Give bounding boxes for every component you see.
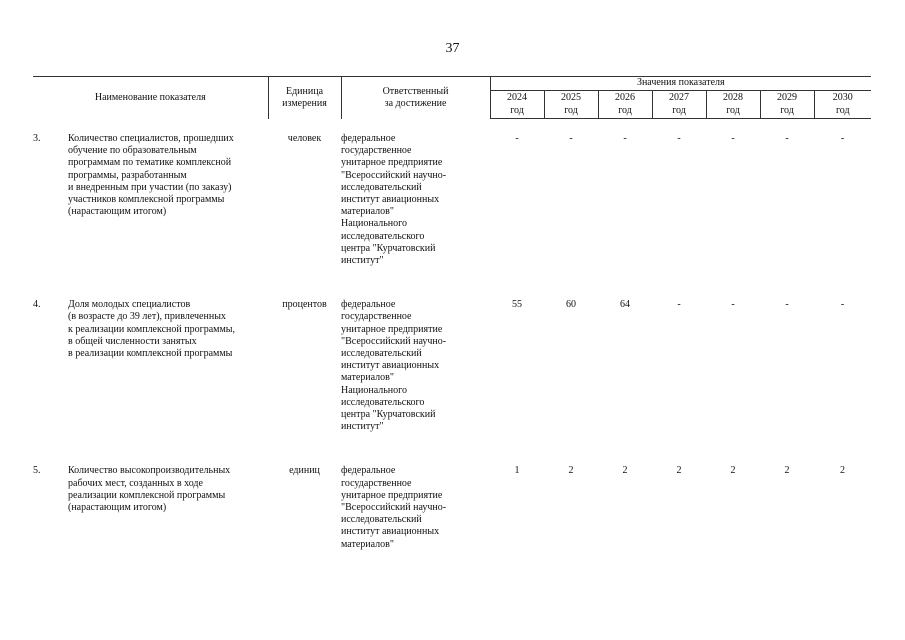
indicator-name-line: (в возрасте до 39 лет), привлеченных: [68, 311, 226, 323]
value-cell: 64: [620, 299, 631, 311]
indicator-name-line: и внедренным при участии (по заказу): [68, 181, 232, 193]
value-cell: -: [840, 299, 845, 311]
indicator-name-line: программам по тематике комплексной: [68, 157, 232, 169]
unit-of-measure: процентов: [282, 299, 327, 311]
responsible-line: материалов": [341, 372, 394, 384]
table-row: [33, 299, 871, 465]
indicator-name-line: (нарастающим итогом): [68, 502, 167, 514]
indicator-name: [68, 299, 268, 465]
unit-of-measure: единиц: [289, 465, 320, 477]
year-suffix: год: [564, 104, 578, 116]
header-year-6: [814, 91, 871, 119]
value-cell: 60: [566, 299, 577, 311]
indicator-name-line: Количество специалистов, прошедших: [68, 133, 234, 144]
year-label: 2024: [507, 92, 528, 103]
responsible-line: федеральное: [341, 465, 396, 477]
responsible-line: государственное: [341, 477, 412, 489]
responsible-line: исследовательский: [341, 181, 422, 193]
indicator-name: [68, 465, 268, 582]
responsible-line: "Всероссийский научно-: [341, 335, 447, 347]
indicator-name-line: обучение по образовательным: [68, 145, 197, 157]
responsible-line: федеральное: [341, 299, 396, 311]
year-suffix: год: [780, 104, 794, 116]
table-row: [33, 133, 871, 299]
year-suffix: год: [672, 104, 686, 116]
year-suffix: год: [618, 104, 632, 116]
value-cell: -: [515, 133, 519, 144]
responsible-line: унитарное предприятие: [341, 489, 443, 501]
header-year-1: [544, 91, 598, 119]
responsible-line: центра "Курчатовский: [341, 409, 436, 421]
responsible-line: институт авиационных: [341, 360, 440, 372]
year-label: 2030: [832, 92, 853, 103]
value-cell: -: [785, 299, 789, 311]
unit-of-measure: человек: [287, 133, 322, 144]
value-cell: 2: [568, 465, 574, 477]
indicator-name-line: реализации комплексной программы: [68, 489, 226, 501]
indicator-name-line: в реализации комплексной программы: [68, 348, 233, 360]
header-unit: Единица измерения: [268, 77, 341, 119]
row-number: 4.: [33, 299, 41, 311]
responsible-line: "Всероссийский научно-: [341, 502, 447, 514]
value-cell: 2: [784, 465, 790, 477]
year-suffix: год: [835, 104, 850, 116]
value-cell: -: [677, 133, 681, 144]
table-row: [33, 465, 871, 582]
header-name: Наименование показателя: [33, 77, 268, 119]
header-year-2: [598, 91, 652, 119]
value-cell: 2: [622, 465, 628, 477]
indicator-name-line: участников комплексной программы: [68, 194, 225, 206]
value-cell: -: [569, 133, 573, 144]
responsible-line: государственное: [341, 145, 412, 157]
responsible-party: [341, 299, 490, 465]
indicator-name-line: рабочих мест, созданных в ходе: [68, 477, 203, 489]
indicator-name-line: программы, разработанным: [68, 169, 187, 181]
responsible-line: Национального: [341, 218, 408, 230]
indicator-name: [68, 133, 268, 299]
row-number: 3.: [33, 133, 41, 144]
value-cell: -: [623, 133, 627, 144]
responsible-line: исследовательский: [341, 514, 422, 526]
header-responsible: Ответственный за достижение: [341, 77, 490, 119]
year-label: 2026: [615, 92, 636, 103]
responsible-party: [341, 465, 490, 582]
year-label: 2027: [669, 92, 690, 103]
responsible-line: материалов": [341, 538, 394, 550]
responsible-line: материалов": [341, 206, 394, 218]
responsible-line: унитарное предприятие: [341, 323, 443, 335]
value-cell: -: [677, 299, 681, 311]
indicator-name-line: (нарастающим итогом): [68, 206, 167, 218]
value-cell: -: [785, 133, 789, 144]
responsible-line: унитарное предприятие: [341, 157, 443, 169]
value-cell: -: [840, 133, 845, 144]
year-label: 2025: [561, 92, 582, 103]
responsible-line: государственное: [341, 311, 412, 323]
value-cell: 2: [840, 465, 846, 477]
value-cell: 55: [512, 299, 523, 311]
year-suffix: год: [726, 104, 740, 116]
indicator-name-line: Доля молодых специалистов: [68, 299, 191, 311]
responsible-line: "Всероссийский научно-: [341, 169, 447, 181]
header-year-3: [652, 91, 706, 119]
value-cell: -: [731, 133, 735, 144]
value-cell: -: [731, 299, 735, 311]
indicator-name-line: в общей численности занятых: [68, 335, 197, 347]
value-cell: 2: [676, 465, 682, 477]
indicator-name-line: Количество высокопроизводительных: [68, 465, 231, 477]
year-label: 2028: [723, 92, 744, 103]
responsible-line: исследовательский: [341, 348, 422, 360]
responsible-party: [341, 133, 490, 299]
row-number: 5.: [33, 465, 41, 477]
header-year-0: [490, 91, 544, 119]
header-year-5: [760, 91, 814, 119]
table-body: [33, 119, 871, 583]
indicator-name-line: к реализации комплексной программы,: [68, 323, 236, 335]
value-cell: 1: [514, 465, 520, 477]
responsible-line: исследовательского: [341, 396, 425, 408]
responsible-line: институт авиационных: [341, 526, 440, 538]
page-number: 37: [445, 41, 460, 56]
responsible-line: Национального: [341, 384, 408, 396]
year-suffix: год: [510, 104, 524, 116]
responsible-line: федеральное: [341, 133, 396, 144]
value-cell: 2: [730, 465, 736, 477]
responsible-line: исследовательского: [341, 230, 425, 242]
responsible-line: институт": [341, 421, 384, 433]
indicators-table: [33, 76, 871, 583]
year-label: 2029: [777, 92, 798, 103]
responsible-line: институт авиационных: [341, 194, 440, 206]
responsible-line: институт": [341, 255, 384, 267]
header-values-group: Значения показателя: [490, 77, 871, 91]
responsible-line: центра "Курчатовский: [341, 242, 436, 254]
header-year-4: [706, 91, 760, 119]
